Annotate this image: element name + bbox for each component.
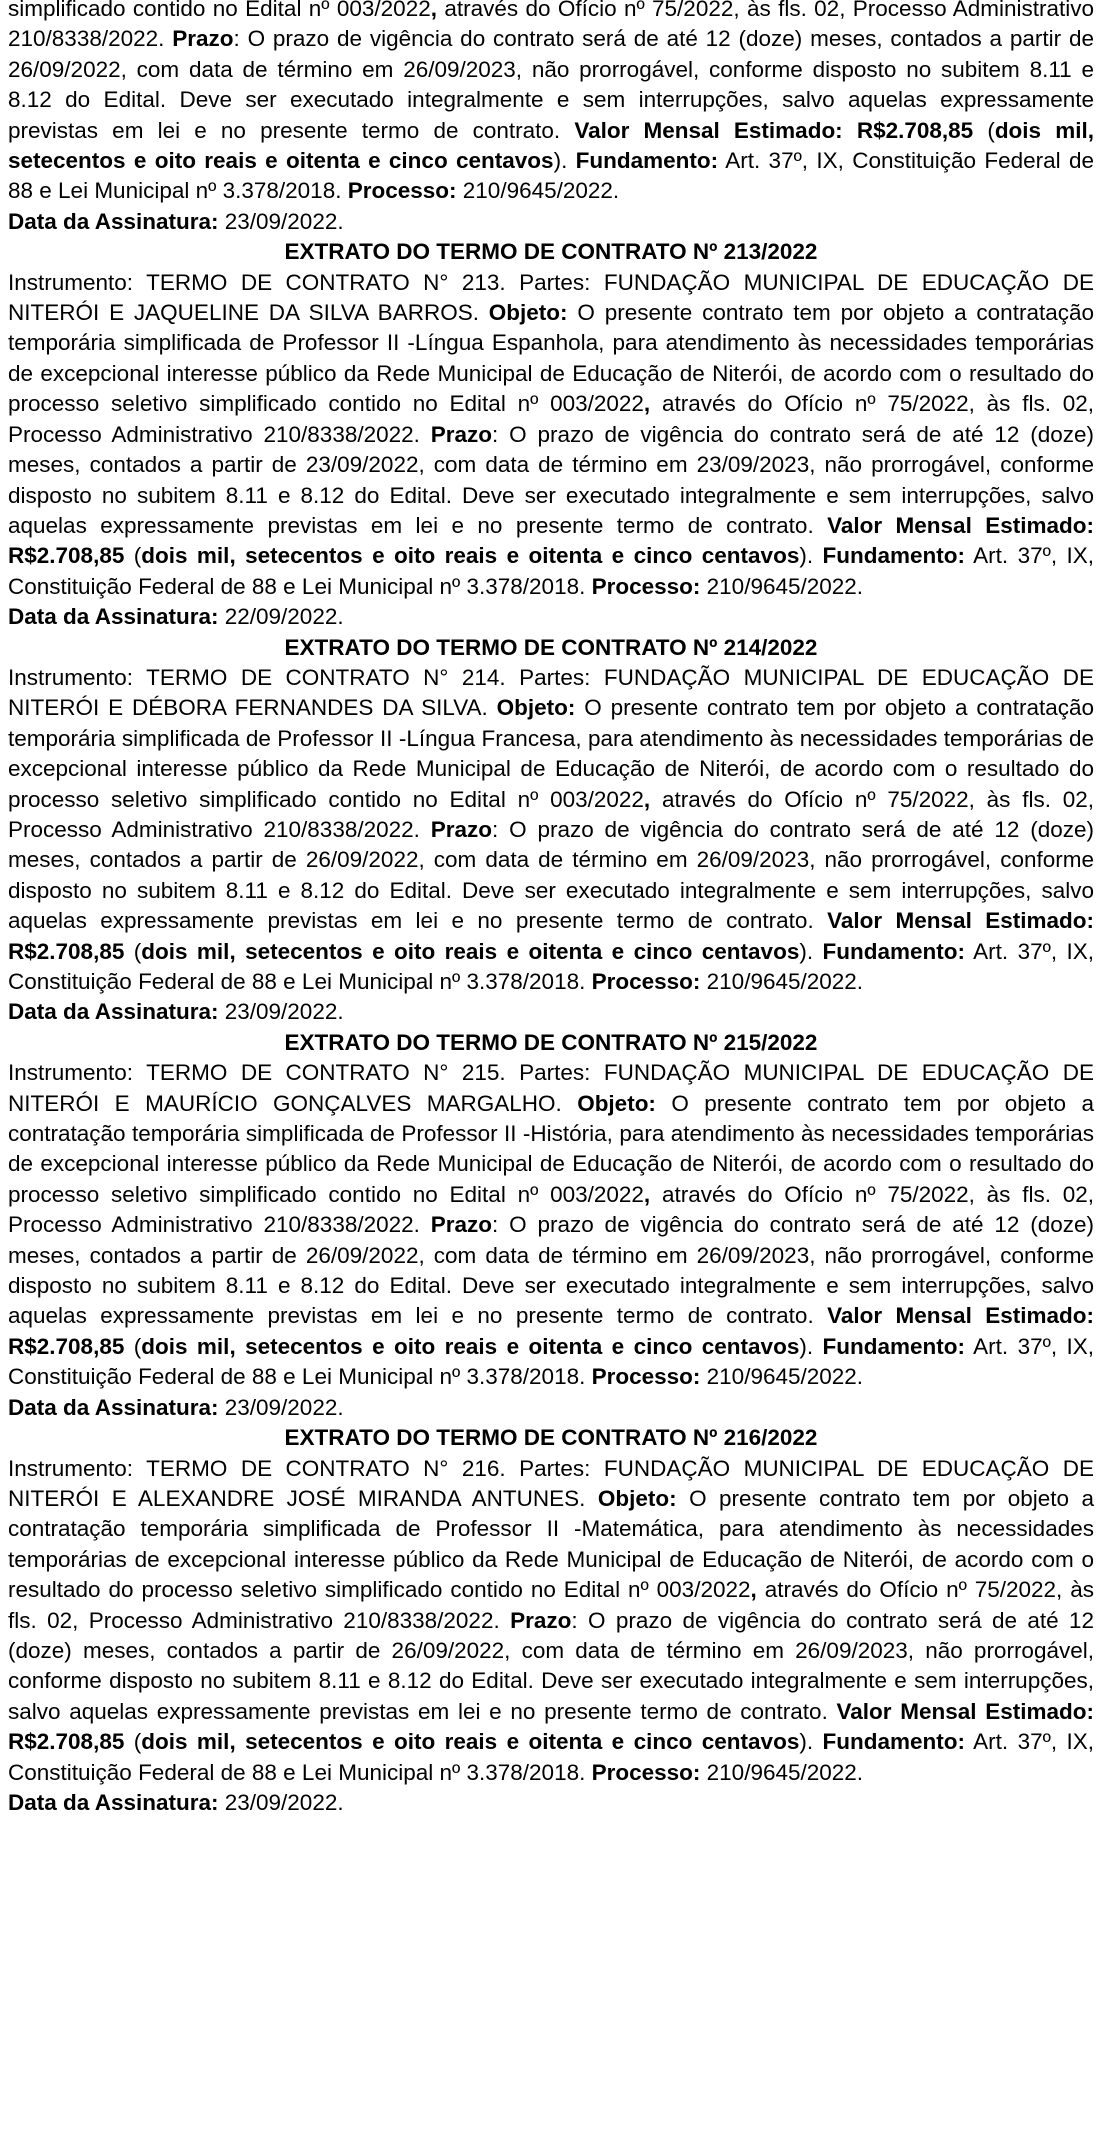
- processo-text: 210/9645/2022.: [700, 1759, 864, 1785]
- objeto-text: O presente contrato tem por objeto a contratação temporária simplificada de Professor II -Língua Francesa, para atendimento às necessidades temporárias de excepcional interesse público da Rede Municipal de Educação de Niterói, de acordo com o resultado do processo seletivo simplificado contido no Edital nº 003/2022: [8, 695, 1094, 812]
- objeto-label: Objeto:: [577, 1090, 656, 1116]
- valor-close: ).: [799, 543, 823, 569]
- valor-label: Valor Mensal Estimado: R$2.708,85: [8, 1303, 1094, 1359]
- valor-open: (: [124, 1333, 142, 1359]
- contract-212-continuation: [8, 0, 1094, 237]
- processo-text: 210/9645/2022.: [700, 573, 864, 599]
- objeto-comma: ,: [643, 391, 651, 417]
- contract-215: [8, 1028, 1094, 1423]
- processo-text: 210/9645/2022.: [700, 969, 864, 994]
- valor-label: Valor Mensal Estimado: R$2.708,85: [8, 908, 1094, 964]
- processo-label: Processo:: [591, 1759, 701, 1785]
- instrumento-text: Instrumento: TERMO DE CONTRATO N° 216. Partes: FUNDAÇÃO MUNICIPAL DE EDUCAÇÃO DE NITERÓI E ALEXANDRE JOSÉ MIRANDA ANTUNES.: [8, 1455, 1094, 1511]
- objeto-label: Objeto:: [496, 695, 576, 721]
- instrumento-text: Instrumento: TERMO DE CONTRATO N° 215. Partes: FUNDAÇÃO MUNICIPAL DE EDUCAÇÃO DE NITERÓI E MAURÍCIO GONÇALVES MARGALHO.: [8, 1060, 1094, 1116]
- objeto-comma: ,: [643, 786, 651, 812]
- processo-label: Processo:: [591, 573, 701, 599]
- valor-open: (: [973, 117, 995, 143]
- prazo-text: : O prazo de vigência do contrato será de até 12 (doze) meses, contados a partir de 26/09/2022, com data de término em 26/09/2023, não prorrogável, conforme disposto no subitem 8.11 e 8.12 do Edital. Deve ser executado integralmente e sem interrupções, salvo aquelas expressamente previstas em lei e no presente termo de contrato.: [8, 1607, 1094, 1724]
- valor-open: (: [124, 938, 142, 964]
- processo-label: Processo:: [347, 178, 457, 204]
- valor-label: Valor Mensal Estimado: R$2.708,85: [8, 512, 1094, 569]
- intro-comma: ,: [430, 0, 437, 21]
- fundamento-text: Art. 37º, IX, Constituição Federal de 88 e Lei Municipal nº 3.378/2018.: [8, 543, 1094, 599]
- contract-213: [8, 237, 1094, 632]
- processo-text: 210/9645/2022.: [700, 1364, 864, 1390]
- valor-close: ).: [799, 1333, 823, 1359]
- contract-title: EXTRATO DO TERMO DE CONTRATO Nº 214/2022: [284, 634, 818, 660]
- oficio-text: através do Ofício nº 75/2022, às fls. 02, Processo Administrativo 210/8338/2022.: [8, 786, 1094, 842]
- fundamento-text: Art. 37º, IX, Constituição Federal de 88 e Lei Municipal nº 3.378/2018.: [8, 148, 1095, 204]
- data-assinatura-text: 22/09/2022.: [218, 604, 344, 630]
- contract-title: EXTRATO DO TERMO DE CONTRATO Nº 213/2022: [284, 239, 818, 265]
- contract-title: EXTRATO DO TERMO DE CONTRATO Nº 216/2022: [284, 1425, 818, 1451]
- processo-label: Processo:: [591, 1364, 701, 1390]
- data-assinatura-text: 23/09/2022.: [218, 999, 344, 1025]
- valor-open: (: [124, 543, 142, 569]
- prazo-label: Prazo: [430, 421, 493, 447]
- intro-text: simplificado contido no Edital nº 003/2022: [8, 0, 431, 21]
- data-assinatura-label: Data da Assinatura:: [8, 1789, 219, 1815]
- data-assinatura-label: Data da Assinatura:: [8, 208, 219, 234]
- valor-open: (: [124, 1729, 142, 1755]
- prazo-text: : O prazo de vigência do contrato será de até 12 (doze) meses, contados a partir de 23/09/2022, com data de término em 23/09/2023, não prorrogável, conforme disposto no subitem 8.11 e 8.12 do Edital. Deve ser executado integralmente e sem interrupções, salvo aquelas expressamente previstas em lei e no presente termo de contrato.: [8, 421, 1094, 538]
- valor-label: Valor Mensal Estimado: R$2.708,85: [8, 1698, 1094, 1755]
- data-assinatura-label: Data da Assinatura:: [8, 604, 219, 630]
- document-page: [8, 0, 1094, 1818]
- objeto-comma: ,: [643, 1181, 651, 1207]
- prazo-text: : O prazo de vigência do contrato será de até 12 (doze) meses, contados a partir de 26/09/2022, com data de término em 26/09/2023, não prorrogável, conforme disposto no subitem 8.11 e 8.12 do Edital. Deve ser executado integralmente e sem interrupções, salvo aquelas expressamente previstas em lei e no presente termo de contrato.: [8, 1212, 1094, 1329]
- contract-body: [8, 1058, 1094, 1423]
- fundamento-text: Art. 37º, IX, Constituição Federal de 88 e Lei Municipal nº 3.378/2018.: [8, 938, 1094, 994]
- intro-oficio: através do Ofício nº 75/2022, às fls. 02, Processo Administrativo 210/8338/2022.: [8, 0, 1094, 52]
- oficio-text: através do Ofício nº 75/2022, às fls. 02, Processo Administrativo 210/8338/2022.: [8, 391, 1094, 447]
- valor-extenso: dois mil, setecentos e oito reais e oitenta e cinco centavos: [141, 1729, 800, 1755]
- valor-extenso: dois mil, setecentos e oito reais e oitenta e cinco centavos: [141, 938, 800, 964]
- prazo-label: Prazo: [430, 1212, 493, 1238]
- contract-title: EXTRATO DO TERMO DE CONTRATO Nº 215/2022: [284, 1029, 818, 1055]
- data-assinatura-label: Data da Assinatura:: [8, 999, 219, 1025]
- fundamento-text: Art. 37º, IX, Constituição Federal de 88 e Lei Municipal nº 3.378/2018.: [8, 1333, 1094, 1390]
- contract-body: [8, 1454, 1094, 1819]
- objeto-label: Objeto:: [597, 1485, 677, 1511]
- contract-body: [8, 268, 1094, 633]
- prazo-text: : O prazo de vigência do contrato será de até 12 (doze) meses, contados a partir de 26/09/2022, com data de término em 26/09/2023, não prorrogável, conforme disposto no subitem 8.11 e 8.12 do Edital. Deve ser executado integralmente e sem interrupções, salvo aquelas expressamente previstas em lei e no presente termo de contrato.: [8, 816, 1094, 934]
- fundamento-label: Fundamento:: [822, 1729, 965, 1755]
- prazo-label: Prazo: [172, 26, 234, 52]
- valor-close: ).: [799, 938, 823, 964]
- fundamento-label: Fundamento:: [822, 1333, 965, 1359]
- valor-extenso: dois mil, setecentos e oito reais e oitenta e cinco centavos: [141, 543, 800, 569]
- fundamento-label: Fundamento:: [575, 148, 719, 174]
- contract-214: [8, 633, 1094, 1028]
- objeto-label: Objeto:: [488, 300, 568, 326]
- contract-body: [8, 663, 1094, 1028]
- valor-close: ).: [799, 1729, 823, 1755]
- objeto-text: O presente contrato tem por objeto a contratação temporária simplificada de Professor II -Matemática, para atendimento às necessidades temporárias de excepcional interesse público da Rede Municipal de Educação de Niterói, de acordo com o resultado do processo seletivo simplificado contido no Edital nº 003/2022: [8, 1485, 1095, 1603]
- data-assinatura-text: 23/09/2022.: [218, 1394, 344, 1420]
- fundamento-label: Fundamento:: [822, 543, 965, 569]
- objeto-text: O presente contrato tem por objeto a contratação temporária simplificada de Professor II -Língua Espanhola, para atendimento às necessidades temporárias de excepcional interesse público da Rede Municipal de Educação de Niterói, de acordo com o resultado do processo seletivo simplificado contido no Edital nº 003/2022: [8, 300, 1094, 417]
- prazo-text: : O prazo de vigência do contrato será de até 12 (doze) meses, contados a partir de 26/09/2022, com data de término em 26/09/2023, não prorrogável, conforme disposto no subitem 8.11 e 8.12 do Edital. Deve ser executado integralmente e sem interrupções, salvo aquelas expressamente previstas em lei e no presente termo de contrato.: [8, 26, 1094, 143]
- valor-close: ).: [553, 148, 576, 174]
- processo-label: Processo:: [591, 969, 701, 994]
- instrumento-text: Instrumento: TERMO DE CONTRATO N° 213. Partes: FUNDAÇÃO MUNICIPAL DE EDUCAÇÃO DE NITERÓI E JAQUELINE DA SILVA BARROS.: [8, 269, 1094, 326]
- fundamento-label: Fundamento:: [822, 938, 965, 964]
- prazo-label: Prazo: [430, 816, 493, 842]
- oficio-text: através do Ofício nº 75/2022, às fls. 02, Processo Administrativo 210/8338/2022.: [8, 1181, 1094, 1238]
- processo-text: 210/9645/2022.: [456, 178, 620, 204]
- fundamento-text: Art. 37º, IX, Constituição Federal de 88 e Lei Municipal nº 3.378/2018.: [8, 1729, 1094, 1785]
- valor-extenso: dois mil, setecentos e oito reais e oitenta e cinco centavos: [141, 1333, 800, 1359]
- prazo-label: Prazo: [510, 1607, 572, 1633]
- objeto-text: O presente contrato tem por objeto a contratação temporária simplificada de Professor II -História, para atendimento às necessidades temporárias de excepcional interesse público da Rede Municipal de Educação de Niterói, de acordo com o resultado do processo seletivo simplificado contido no Edital nº 003/2022: [8, 1090, 1094, 1207]
- data-assinatura-label: Data da Assinatura:: [8, 1394, 219, 1420]
- data-assinatura-text: 23/09/2022.: [218, 208, 344, 234]
- oficio-text: através do Ofício nº 75/2022, às fls. 02, Processo Administrativo 210/8338/2022.: [8, 1577, 1094, 1633]
- data-assinatura-text: 23/09/2022.: [218, 1789, 344, 1815]
- instrumento-text: Instrumento: TERMO DE CONTRATO N° 214. Partes: FUNDAÇÃO MUNICIPAL DE EDUCAÇÃO DE NITERÓI E DÉBORA FERNANDES DA SILVA.: [8, 664, 1094, 721]
- objeto-comma: ,: [750, 1577, 757, 1603]
- valor-label: Valor Mensal Estimado: R$2.708,85: [574, 117, 974, 143]
- contract-216: [8, 1423, 1094, 1818]
- valor-extenso: dois mil, setecentos e oito reais e oitenta e cinco centavos: [8, 117, 1094, 174]
